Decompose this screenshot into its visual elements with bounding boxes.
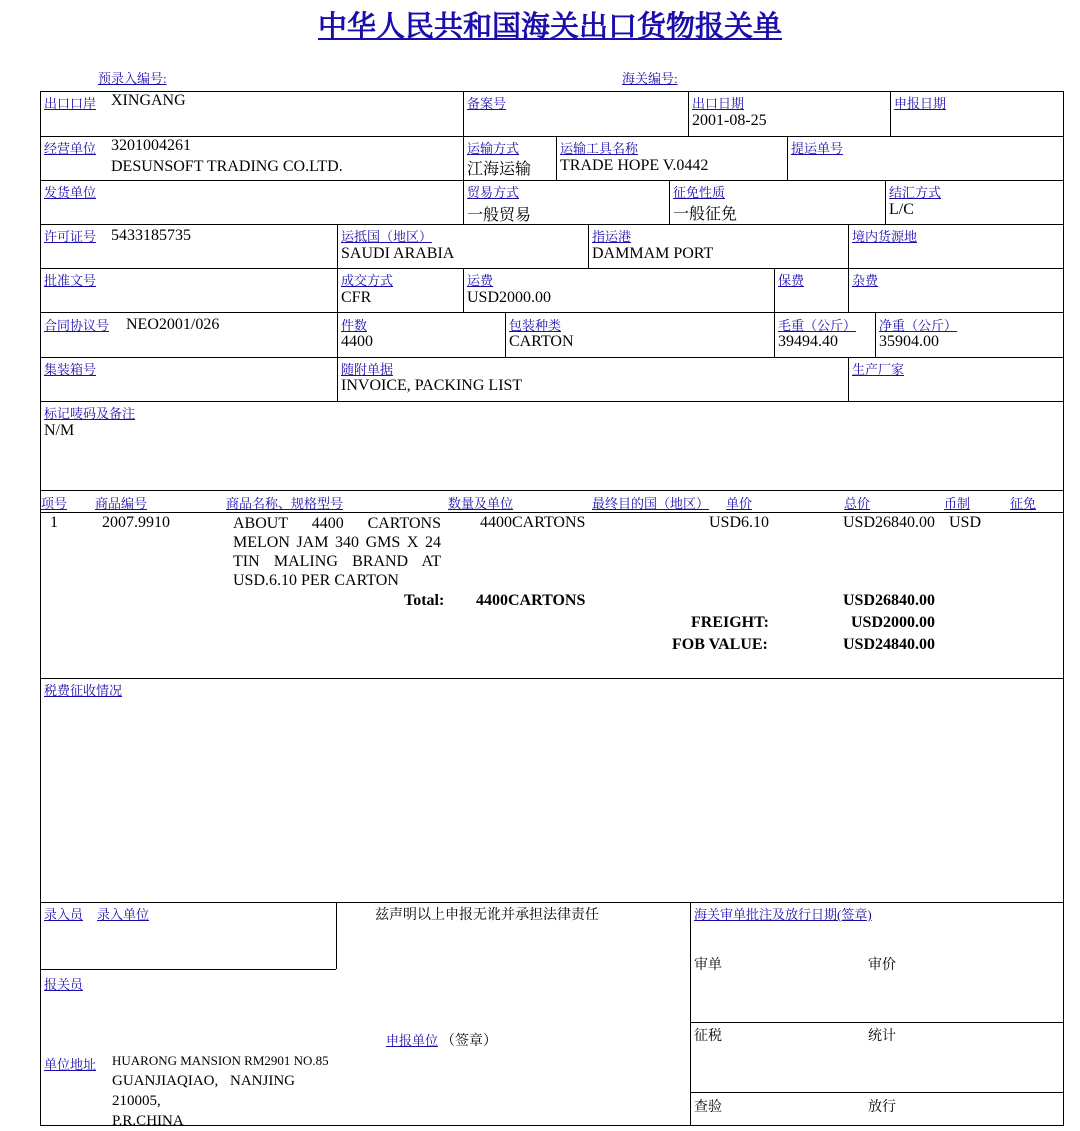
goods-currency: USD bbox=[949, 514, 982, 531]
col-item-no[interactable]: 项号 bbox=[41, 496, 68, 511]
col-total[interactable]: 总价 bbox=[844, 496, 871, 511]
dest-port-label[interactable]: 指运港 bbox=[592, 229, 632, 244]
col-code[interactable]: 商品编号 bbox=[95, 496, 148, 511]
goods-qty: 4400CARTONS bbox=[480, 514, 586, 531]
license-value: 5433185735 bbox=[111, 227, 191, 244]
statistics-label: 统计 bbox=[868, 1029, 896, 1044]
marks-value: N/M bbox=[44, 422, 75, 439]
net-weight-label[interactable]: 净重（公斤） bbox=[879, 318, 958, 333]
docs-label[interactable]: 随附单据 bbox=[341, 362, 394, 377]
insurance-label[interactable]: 保费 bbox=[778, 273, 805, 288]
transport-mode-value: 江海运输 bbox=[467, 161, 532, 178]
goods-item-no: 1 bbox=[50, 514, 58, 531]
deal-mode-value: CFR bbox=[341, 289, 372, 306]
package-value: CARTON bbox=[509, 333, 574, 350]
page-title[interactable]: 中华人民共和国海关出口货物报关单 bbox=[317, 11, 782, 43]
freight-value: USD2000.00 bbox=[467, 289, 552, 306]
misc-label[interactable]: 杂费 bbox=[852, 273, 879, 288]
dest-country-value: SAUDI ARABIA bbox=[341, 245, 455, 262]
address-line-3: P.R.CHINA bbox=[112, 1113, 184, 1129]
goods-unit-price: USD6.10 bbox=[709, 514, 770, 531]
entry-clerk-label[interactable]: 录入员 bbox=[44, 907, 84, 922]
marks-label[interactable]: 标记唛码及备注 bbox=[44, 406, 136, 421]
review-label: 审单 bbox=[694, 958, 722, 973]
operator-name: DESUNSOFT TRADING CO.LTD. bbox=[111, 158, 343, 175]
trade-mode-value: 一般贸易 bbox=[467, 207, 532, 224]
operator-label[interactable]: 经营单位 bbox=[44, 141, 97, 156]
entry-unit-label[interactable]: 录入单位 bbox=[97, 907, 150, 922]
declare-date-label[interactable]: 申报日期 bbox=[894, 96, 947, 111]
levy-tax-label: 征税 bbox=[694, 1029, 722, 1044]
fob-label: FOB VALUE: bbox=[672, 636, 768, 653]
transport-mode-label[interactable]: 运输方式 bbox=[467, 141, 520, 156]
gross-weight-label[interactable]: 毛重（公斤） bbox=[778, 318, 857, 333]
container-label[interactable]: 集装箱号 bbox=[44, 362, 97, 377]
settlement-value: L/C bbox=[889, 201, 914, 218]
customs-approval-label[interactable]: 海关审单批注及放行日期(签章) bbox=[694, 907, 872, 922]
release-label: 放行 bbox=[868, 1100, 896, 1115]
settlement-label[interactable]: 结汇方式 bbox=[889, 185, 942, 200]
fob-amount: USD24840.00 bbox=[843, 636, 936, 653]
col-qty[interactable]: 数量及单位 bbox=[448, 496, 514, 511]
pieces-label[interactable]: 件数 bbox=[341, 318, 368, 333]
source-label[interactable]: 境内货源地 bbox=[852, 229, 918, 244]
approval-label[interactable]: 批准文号 bbox=[44, 273, 97, 288]
col-name[interactable]: 商品名称、规格型号 bbox=[226, 496, 344, 511]
col-unit-price[interactable]: 单价 bbox=[726, 496, 753, 511]
operator-code: 3201004261 bbox=[111, 137, 191, 154]
contract-value: NEO2001/026 bbox=[126, 316, 220, 333]
goods-description: ABOUT 4400 CARTONS MELON JAM 340 GMS X 24 TIN MALING BRAND AT USD.6.10 PER CARTON bbox=[233, 515, 441, 589]
net-weight-value: 35904.00 bbox=[879, 333, 939, 350]
dest-port-value: DAMMAM PORT bbox=[592, 245, 714, 262]
freight-total-label: FREIGHT: bbox=[691, 614, 769, 631]
freight-total-amount: USD2000.00 bbox=[851, 614, 936, 631]
address-line-1: HUARONG MANSION RM2901 NO.85 bbox=[112, 1053, 329, 1068]
col-dest[interactable]: 最终目的国（地区） bbox=[592, 496, 710, 511]
contract-label[interactable]: 合同协议号 bbox=[44, 318, 110, 333]
address-line-2: GUANJIAQIAO, NANJING 210005, bbox=[112, 1073, 295, 1109]
broker-label[interactable]: 报关员 bbox=[44, 977, 84, 992]
dest-country-label[interactable]: 运抵国（地区） bbox=[341, 229, 433, 244]
bl-no-label[interactable]: 提运单号 bbox=[791, 141, 844, 156]
col-currency[interactable]: 币制 bbox=[944, 496, 971, 511]
export-port-value: XINGANG bbox=[111, 92, 186, 109]
price-review-label: 审价 bbox=[868, 958, 896, 973]
total-amount: USD26840.00 bbox=[843, 592, 936, 609]
col-levy[interactable]: 征免 bbox=[1010, 496, 1037, 511]
declaration-statement: 兹声明以上申报无讹并承担法律责任 bbox=[375, 908, 599, 923]
seal-label: （签章） bbox=[441, 1034, 497, 1049]
tax-label[interactable]: 税费征收情况 bbox=[44, 683, 123, 698]
goods-total: USD26840.00 bbox=[843, 514, 936, 531]
docs-value: INVOICE, PACKING LIST bbox=[341, 377, 523, 394]
manufacturer-label[interactable]: 生产厂家 bbox=[852, 362, 905, 377]
gross-weight-value: 39494.40 bbox=[778, 333, 838, 350]
pieces-value: 4400 bbox=[341, 333, 373, 350]
address-label[interactable]: 单位地址 bbox=[44, 1057, 97, 1072]
export-date-value: 2001-08-25 bbox=[692, 112, 767, 129]
address-value bbox=[112, 1051, 334, 1131]
declare-unit-label[interactable]: 申报单位 bbox=[386, 1033, 439, 1048]
vehicle-name-value: TRADE HOPE V.0442 bbox=[560, 157, 709, 174]
export-date-label[interactable]: 出口日期 bbox=[692, 96, 745, 111]
license-label[interactable]: 许可证号 bbox=[44, 229, 97, 244]
consignor-label[interactable]: 发货单位 bbox=[44, 185, 97, 200]
inspect-label: 查验 bbox=[694, 1100, 722, 1115]
exemption-label[interactable]: 征免性质 bbox=[673, 185, 726, 200]
export-port-label[interactable]: 出口口岸 bbox=[44, 96, 97, 111]
deal-mode-label[interactable]: 成交方式 bbox=[341, 273, 394, 288]
package-label[interactable]: 包装种类 bbox=[509, 318, 562, 333]
trade-mode-label[interactable]: 贸易方式 bbox=[467, 185, 520, 200]
vehicle-name-label[interactable]: 运输工具名称 bbox=[560, 141, 639, 156]
goods-code: 2007.9910 bbox=[102, 514, 170, 531]
customs-no-label[interactable]: 海关编号: bbox=[622, 71, 678, 86]
pre-entry-no-label[interactable]: 预录入编号: bbox=[98, 71, 167, 86]
record-no-label[interactable]: 备案号 bbox=[467, 96, 507, 111]
total-qty: 4400CARTONS bbox=[476, 592, 586, 609]
exemption-value: 一般征免 bbox=[673, 206, 738, 223]
total-label: Total: bbox=[404, 592, 445, 609]
freight-label[interactable]: 运费 bbox=[467, 273, 494, 288]
